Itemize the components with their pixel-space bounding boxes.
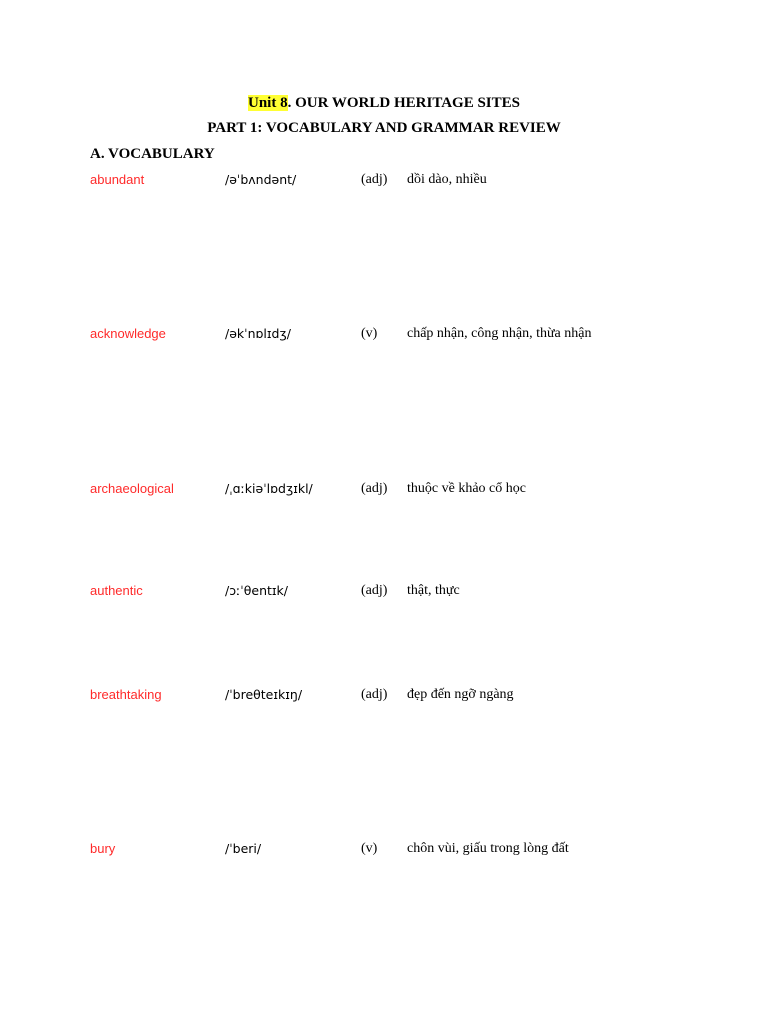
vocab-ipa: /ˈbreθteɪkɪŋ/	[225, 687, 303, 702]
vocab-row	[0, 840, 768, 860]
vocab-pos: (adj)	[361, 583, 388, 598]
vocab-pos: (adj)	[361, 172, 388, 187]
vocab-ipa: /ˈberi/	[225, 841, 262, 856]
unit-title	[0, 94, 768, 112]
vocab-row	[0, 686, 768, 706]
vocab-word: authentic	[90, 583, 143, 598]
vocab-ipa: /ɔːˈθentɪk/	[225, 583, 288, 598]
vocab-row	[0, 582, 768, 602]
vocab-word: bury	[90, 841, 116, 856]
vocab-meaning: thật, thực	[407, 583, 460, 598]
vocab-pos: (adj)	[361, 687, 388, 702]
vocab-pos: (v)	[361, 841, 378, 856]
unit-label: Unit 8	[247, 95, 288, 111]
vocab-meaning: chôn vùi, giấu trong lòng đất	[407, 841, 569, 856]
vocab-pos: (adj)	[361, 481, 388, 496]
vocab-row	[0, 325, 768, 345]
unit-title-text: . OUR WORLD HERITAGE SITES	[287, 95, 520, 111]
vocab-word: abundant	[90, 172, 145, 187]
vocab-row	[0, 171, 768, 191]
section-heading: A. VOCABULARY	[90, 146, 215, 162]
vocab-word: acknowledge	[90, 326, 166, 341]
vocab-word: archaeological	[90, 481, 174, 496]
part-title: PART 1: VOCABULARY AND GRAMMAR REVIEW	[207, 120, 561, 136]
vocab-pos: (v)	[361, 326, 378, 341]
vocab-word: breathtaking	[90, 687, 162, 702]
vocab-ipa: /ˌɑːkiəˈlɒdʒɪkl/	[225, 481, 313, 496]
vocab-meaning: dồi dào, nhiều	[407, 172, 487, 187]
vocab-row	[0, 480, 768, 500]
vocab-meaning: đẹp đến ngỡ ngàng	[407, 687, 514, 702]
vocab-meaning: thuộc về khảo cổ học	[407, 481, 526, 496]
vocab-meaning: chấp nhận, công nhận, thừa nhận	[407, 326, 592, 341]
vocab-ipa: /əkˈnɒlɪdʒ/	[225, 326, 291, 341]
vocab-ipa: /əˈbʌndənt/	[225, 172, 297, 187]
